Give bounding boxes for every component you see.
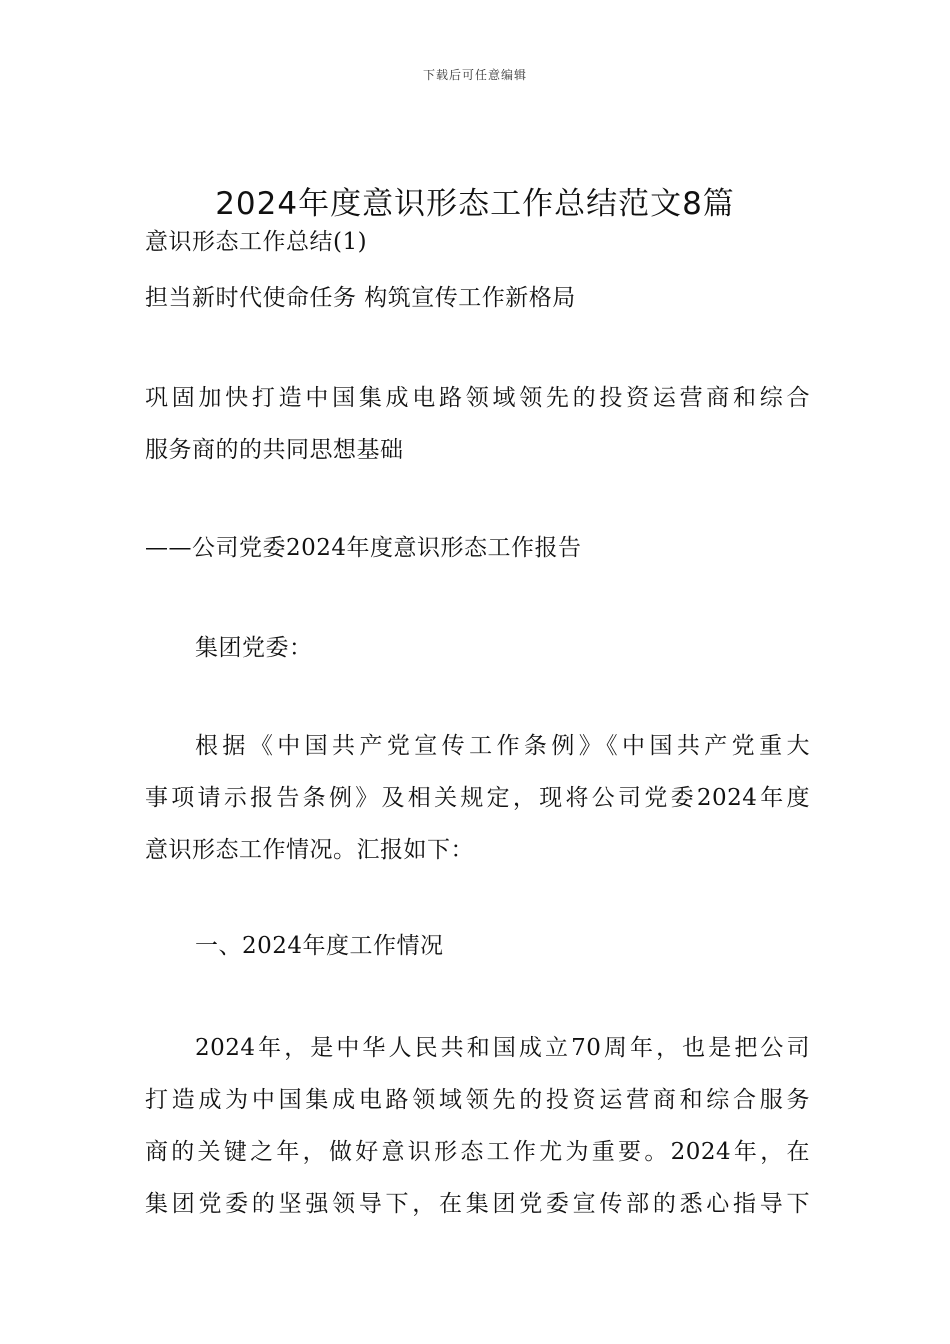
salutation: 集团党委： [195, 635, 313, 661]
body-line: 打造成为中国集成电路领域领先的投资运营商和综合服务 [145, 1087, 810, 1113]
body-line: 商的关键之年，做好意识形态工作尤为重要。2024年，在 [145, 1139, 810, 1165]
body-paragraph [145, 1022, 810, 1230]
intro-line: 事项请示报告条例》及相关规定，现将公司党委2024年度 [145, 785, 810, 811]
report-line: ——公司党委2024年度意识形态工作报告 [145, 535, 582, 561]
intro-paragraph [145, 720, 810, 876]
intro-line: 根据《中国共产党宣传工作条例》《中国共产党重大 [195, 733, 810, 759]
subtitle: 担当新时代使命任务 构筑宣传工作新格局 [145, 285, 576, 311]
theme-line: 服务商的的共同思想基础 [145, 437, 404, 463]
section-heading: 一、2024年度工作情况 [195, 933, 444, 959]
body-line: 集团党委的坚强领导下，在集团党委宣传部的悉心指导下 [145, 1191, 810, 1217]
body-line: 2024年，是中华人民共和国成立70周年，也是把公司 [195, 1035, 810, 1061]
theme-paragraph [145, 372, 810, 476]
intro-line: 意识形态工作情况。汇报如下： [145, 837, 474, 863]
theme-line: 巩固加快打造中国集成电路领域领先的投资运营商和综合 [145, 385, 810, 411]
header-note: 下载后可任意编辑 [422, 68, 527, 82]
section-label: 意识形态工作总结(1) [145, 229, 368, 255]
document-title: 2024年度意识形态工作总结范文8篇 [215, 186, 735, 222]
